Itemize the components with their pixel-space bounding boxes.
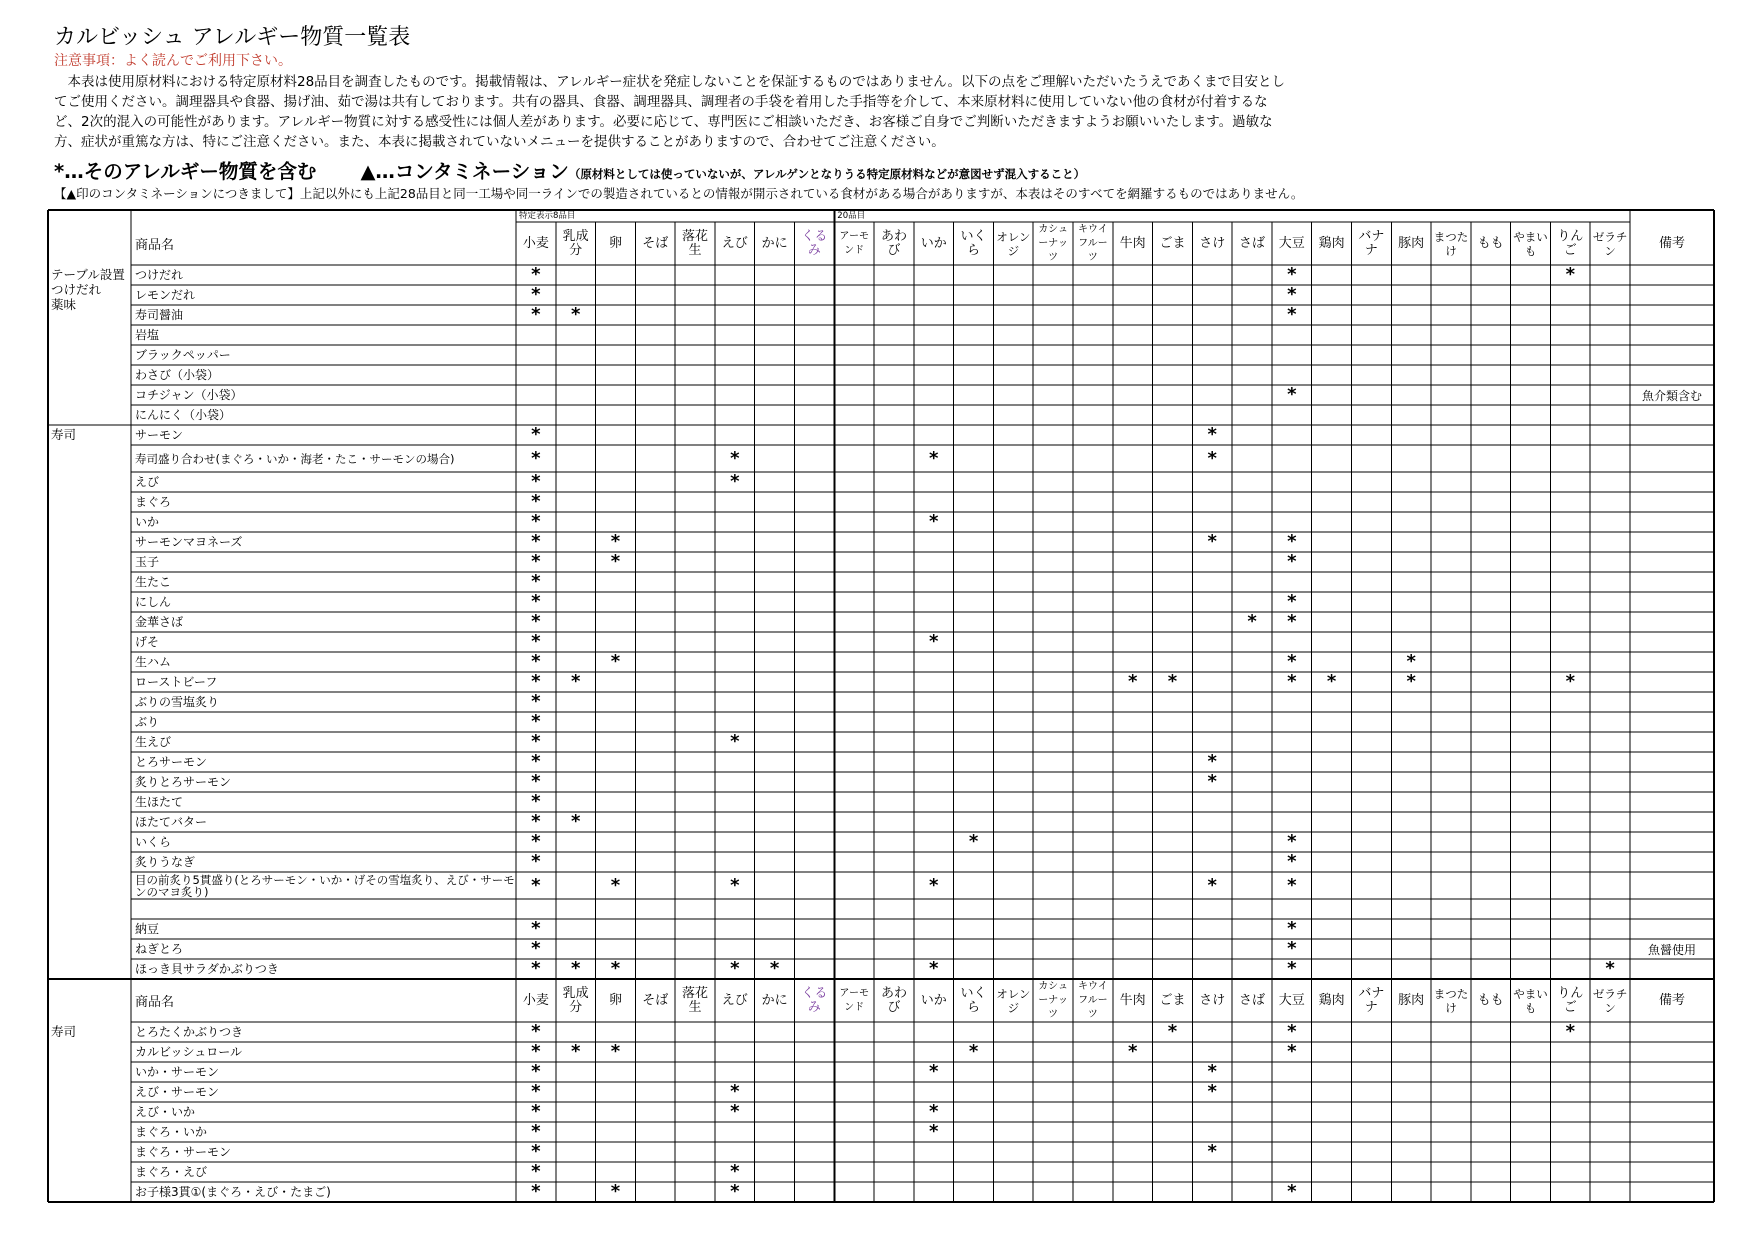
- allergen-header: りんご: [1557, 228, 1584, 258]
- allergen-header: バナナ: [1358, 228, 1385, 258]
- product-name-header: 商品名: [135, 238, 175, 253]
- allergen-mark: *: [1287, 552, 1297, 572]
- allergen-mark: *: [1247, 612, 1257, 632]
- allergen-mark: *: [1287, 874, 1297, 896]
- page-title: カルビッシュ アレルギー物質一覧表: [54, 25, 411, 50]
- product-name: 寿司醤油: [135, 307, 184, 322]
- allergen-mark: *: [1406, 672, 1416, 692]
- allergen-header: 大豆: [1278, 992, 1305, 1008]
- allergen-header: やまいも: [1513, 986, 1548, 1015]
- product-name: いか: [135, 514, 160, 529]
- allergen-mark: *: [968, 1042, 979, 1062]
- allergen-mark: *: [531, 672, 541, 692]
- allergen-header: ごま: [1159, 992, 1186, 1008]
- product-name: いくら: [135, 834, 172, 849]
- allergen-header: ゼラチン: [1592, 986, 1628, 1015]
- product-name: まぐろ・サーモン: [135, 1144, 232, 1159]
- allergen-mark: *: [531, 552, 541, 572]
- allergen-header: 落花生: [682, 985, 709, 1015]
- allergen-mark: *: [968, 832, 979, 852]
- allergen-mark: *: [1207, 772, 1217, 792]
- allergen-mark: *: [1207, 1082, 1217, 1102]
- product-name: 納豆: [135, 921, 160, 936]
- product-name: サーモンマヨネーズ: [135, 534, 243, 549]
- allergen-header: キウイフルーツ: [1078, 980, 1108, 1020]
- remarks-header: 備考: [1658, 235, 1685, 251]
- allergen-mark: *: [531, 852, 541, 872]
- allergen-header: カシューナッツ: [1038, 980, 1068, 1020]
- allergen-mark: *: [730, 1082, 740, 1102]
- product-name: にんにく（小袋）: [135, 407, 232, 422]
- allergen-header: 乳成分: [562, 985, 589, 1015]
- allergen-mark: *: [730, 732, 740, 752]
- allergen-mark: *: [531, 792, 541, 812]
- allergen-mark: *: [1565, 1022, 1576, 1042]
- product-name: ほっき貝サラダかぶりつき: [135, 961, 279, 976]
- product-name: とろサーモン: [135, 754, 208, 769]
- product-name: 金華さば: [135, 614, 184, 629]
- intro-line: 方、症状が重篤な方は、特にご注意ください。また、本表に掲載されていないメニューを提供することがありますので、合わせてご注意ください。: [54, 134, 945, 150]
- allergen-mark: *: [531, 1142, 541, 1162]
- allergen-mark: *: [1287, 1022, 1297, 1042]
- product-name: とろたくかぶりつき: [135, 1024, 244, 1039]
- menu-category-label: 寿司: [51, 1024, 77, 1039]
- allergen-mark: *: [730, 1102, 740, 1122]
- product-name: げそ: [135, 634, 160, 649]
- legend-contamination-note: （原材料としては使っていないが、アレルゲンとなりうる特定原材料などが意図せず混入すること）: [568, 167, 1086, 181]
- allergen-mark: *: [1287, 919, 1297, 939]
- allergen-mark: *: [531, 1182, 541, 1202]
- menu-category-label: テーブル設置 つけだれ 薬味: [51, 267, 125, 312]
- allergen-header: さけ: [1199, 235, 1226, 251]
- allergen-mark: *: [610, 1042, 621, 1062]
- allergen-mark: *: [730, 1182, 740, 1202]
- allergen-mark: *: [1287, 939, 1297, 959]
- product-name: わさび（小袋）: [135, 367, 220, 382]
- allergen-header: 大豆: [1278, 235, 1305, 251]
- allergen-mark: *: [1287, 592, 1297, 612]
- product-name: 寿司盛り合わせ(まぐろ・いか・海老・たこ・サーモンの場合): [135, 451, 455, 466]
- allergen-mark: *: [531, 712, 541, 732]
- allergen-mark: *: [730, 472, 740, 492]
- allergen-mark: *: [531, 612, 541, 632]
- allergen-header: さば: [1239, 235, 1266, 251]
- product-name: ぶり: [135, 714, 160, 729]
- allergen-header: そば: [642, 235, 669, 251]
- allergen-mark: *: [1207, 532, 1217, 552]
- allergen-mark: *: [1287, 265, 1297, 285]
- allergen-header: いか: [920, 992, 947, 1008]
- allergen-mark: *: [929, 1062, 939, 1082]
- allergen-header: えび: [721, 235, 748, 251]
- product-name: コチジャン（小袋）: [135, 387, 243, 402]
- allergen-mark: *: [1565, 265, 1576, 285]
- product-name: まぐろ・えび: [135, 1164, 208, 1179]
- product-name: ブラックペッパー: [135, 347, 231, 362]
- allergen-header: 小麦: [522, 992, 549, 1008]
- allergen-mark: *: [531, 305, 541, 325]
- allergen-header: あわび: [880, 228, 907, 258]
- allergen-mark: *: [1167, 672, 1178, 692]
- product-name: えび・いか: [135, 1104, 196, 1119]
- product-name: いか・サーモン: [135, 1064, 220, 1079]
- allergen-mark: *: [769, 959, 780, 979]
- allergen-mark: *: [531, 752, 541, 772]
- allergen-header: ゼラチン: [1592, 229, 1628, 258]
- product-name: 生ハム: [135, 654, 172, 669]
- menu-category-label: 寿司: [51, 427, 77, 442]
- allergen-mark: *: [1287, 1182, 1297, 1202]
- allergen-mark: *: [1287, 285, 1297, 305]
- product-name: 生ほたて: [135, 794, 184, 809]
- allergen-mark: *: [1287, 652, 1297, 672]
- allergen-mark: *: [531, 874, 541, 896]
- product-name: サーモン: [135, 427, 184, 442]
- allergen-mark: *: [531, 1102, 541, 1122]
- allergen-mark: *: [1287, 1042, 1297, 1062]
- allergen-header: いくら: [960, 228, 987, 258]
- product-name: ぶりの雪塩炙り: [135, 694, 220, 709]
- allergen-header: アーモンド: [839, 987, 870, 1013]
- product-name: [131, 899, 516, 919]
- allergen-header: 豚肉: [1398, 992, 1425, 1008]
- allergen-mark: *: [1207, 1062, 1217, 1082]
- allergen-mark: *: [929, 512, 939, 532]
- allergen-mark: *: [730, 874, 740, 896]
- allergen-mark: *: [570, 305, 581, 325]
- contamination-note: 【▲印のコンタミネーションにつきまして】上記以外にも上記28品目と同一工場や同一ラインでの製造されているとの情報が開示されている食材がある場合がありますが、本表はそのすべてを網羅するものではありません。: [54, 186, 1304, 201]
- product-name: えび: [135, 474, 160, 489]
- product-name-header: 商品名: [135, 995, 175, 1010]
- allergen-header: 落花生: [682, 228, 709, 258]
- allergen-mark: *: [1207, 1142, 1217, 1162]
- allergen-mark: *: [1167, 1022, 1178, 1042]
- allergen-mark: *: [531, 472, 541, 492]
- allergen-header: オレンジ: [996, 229, 1031, 258]
- allergen-mark: *: [531, 492, 541, 512]
- product-name: 生たこ: [135, 574, 172, 589]
- allergen-mark: *: [1207, 425, 1217, 445]
- allergen-mark: *: [1287, 852, 1297, 872]
- allergen-mark: *: [1287, 672, 1297, 692]
- allergen-header: まつたけ: [1433, 986, 1469, 1015]
- allergen-mark: *: [531, 732, 541, 752]
- section-label-recommended: 20品目: [837, 211, 866, 221]
- product-name: にしん: [135, 594, 172, 609]
- allergen-mark: *: [1207, 874, 1217, 896]
- allergen-mark: *: [531, 265, 541, 285]
- allergen-mark: *: [531, 812, 541, 832]
- product-name: ねぎとろ: [135, 941, 184, 956]
- allergen-mark: *: [610, 652, 621, 672]
- allergen-mark: *: [1605, 959, 1615, 979]
- allergen-header: くるみ: [801, 228, 828, 258]
- allergen-mark: *: [531, 447, 541, 469]
- allergen-header: かに: [761, 992, 788, 1008]
- product-name: レモンだれ: [135, 287, 196, 302]
- intro-line: ど、2次的混入の可能性があります。アレルギー物質に対する感受性には個人差があります。必要に応じて、専門医にご相談いただき、お客様ご自身でご判断いただきますようお願いいたします。過敏な: [54, 114, 1273, 130]
- allergen-header: 乳成分: [562, 228, 589, 258]
- allergen-mark: *: [929, 447, 939, 469]
- allergen-header: そば: [642, 992, 669, 1008]
- allergen-mark: *: [730, 447, 740, 469]
- intro-line: 本表は使用原材料における特定原材料28品目を調査したものです。掲載情報は、アレルギー症状を発症しないことを保証するものではありません。以下の点をご理解いただいたうえであくまで目安とし: [54, 74, 1286, 90]
- legend-contamination: ▲…コンタミネーション: [360, 160, 569, 183]
- product-name: カルビッシュロール: [135, 1044, 243, 1059]
- allergen-mark: *: [1287, 959, 1297, 979]
- allergen-mark: *: [531, 652, 541, 672]
- allergen-header: まつたけ: [1433, 229, 1469, 258]
- caution-heading: 注意事項：よく読んでご利用下さい。: [54, 53, 292, 69]
- remarks-header: 備考: [1658, 992, 1685, 1008]
- allergen-mark: *: [1127, 672, 1138, 692]
- allergen-mark: *: [531, 939, 541, 959]
- section-label-specified: 特定表示8品目: [519, 211, 576, 221]
- allergen-header: ごま: [1159, 235, 1186, 251]
- product-name: ほたてバター: [135, 814, 208, 829]
- allergen-mark: *: [1287, 612, 1297, 632]
- product-name: えび・サーモン: [135, 1084, 220, 1099]
- allergen-header: かに: [761, 235, 788, 251]
- allergen-mark: *: [570, 1042, 581, 1062]
- allergen-mark: *: [929, 959, 939, 979]
- product-name: 目の前炙り5貫盛り(とろサーモン・いか・げその雪塩炙り、えび・サーモンのマヨ炙り): [135, 872, 515, 899]
- allergen-mark: *: [570, 812, 581, 832]
- allergen-header: えび: [721, 992, 748, 1008]
- allergen-header: いくら: [960, 985, 987, 1015]
- allergen-mark: *: [531, 1062, 541, 1082]
- product-name: まぐろ: [135, 494, 172, 509]
- product-name: 炙りうなぎ: [135, 854, 196, 869]
- product-name: 炙りとろサーモン: [135, 774, 232, 789]
- allergen-mark: *: [531, 425, 541, 445]
- allergen-mark: *: [531, 572, 541, 592]
- allergen-header: アーモンド: [839, 230, 870, 256]
- allergen-mark: *: [531, 1122, 541, 1142]
- product-name: まぐろ・いか: [135, 1124, 208, 1139]
- allergen-mark: *: [531, 592, 541, 612]
- allergen-mark: *: [1565, 672, 1576, 692]
- allergen-mark: *: [610, 874, 621, 896]
- allergen-mark: *: [570, 959, 581, 979]
- allergen-mark: *: [610, 959, 621, 979]
- allergen-mark: *: [531, 959, 541, 979]
- remarks-cell: 魚醤使用: [1647, 942, 1696, 957]
- allergen-header: くるみ: [801, 985, 828, 1015]
- allergen-mark: *: [1207, 752, 1217, 772]
- allergen-mark: *: [1207, 447, 1217, 469]
- allergen-mark: *: [730, 1162, 740, 1182]
- allergen-header: 牛肉: [1119, 235, 1146, 251]
- allergen-header: 小麦: [522, 235, 549, 251]
- intro-line: てご使用ください。調理器具や食器、揚げ油、茹で湯は共有しております。共有の器具、食器、調理器具、調理者の手袋を着用した手指等を介して、本来原材料に使用していない他の食材が付着するな: [54, 94, 1268, 110]
- allergen-mark: *: [531, 285, 541, 305]
- allergen-header: あわび: [880, 985, 907, 1015]
- allergen-mark: *: [1326, 672, 1337, 692]
- allergen-header: いか: [920, 235, 947, 251]
- allergen-header: 牛肉: [1119, 992, 1146, 1008]
- allergen-header: 卵: [608, 992, 622, 1008]
- allergen-mark: *: [929, 632, 939, 652]
- allergen-mark: *: [1406, 652, 1416, 672]
- allergen-mark: *: [531, 832, 541, 852]
- allergen-mark: *: [531, 532, 541, 552]
- allergen-mark: *: [929, 1122, 939, 1142]
- product-name: ローストビーフ: [135, 674, 218, 689]
- allergen-mark: *: [531, 1082, 541, 1102]
- allergen-header: 豚肉: [1398, 235, 1425, 251]
- allergen-header: さば: [1239, 992, 1266, 1008]
- allergen-header: 鶏肉: [1318, 992, 1345, 1008]
- product-name: 玉子: [135, 554, 160, 569]
- allergen-mark: *: [610, 1182, 621, 1202]
- allergen-mark: *: [1287, 385, 1297, 405]
- allergen-mark: *: [531, 1022, 541, 1042]
- allergen-mark: *: [1127, 1042, 1138, 1062]
- allergen-mark: *: [1287, 532, 1297, 552]
- product-name: 生えび: [135, 734, 172, 749]
- allergen-mark: *: [531, 772, 541, 792]
- allergen-mark: *: [929, 1102, 939, 1122]
- allergen-mark: *: [610, 552, 621, 572]
- allergen-mark: *: [929, 874, 939, 896]
- legend-contains: *…そのアレルギー物質を含む: [54, 160, 317, 183]
- allergen-header: りんご: [1557, 985, 1584, 1015]
- allergen-header: 卵: [608, 235, 622, 251]
- allergen-mark: *: [1287, 305, 1297, 325]
- allergen-header: カシューナッツ: [1038, 223, 1068, 263]
- allergen-mark: *: [1287, 832, 1297, 852]
- allergen-mark: *: [531, 632, 541, 652]
- allergen-header: もも: [1477, 992, 1504, 1008]
- allergen-header: やまいも: [1513, 229, 1548, 258]
- allergen-mark: *: [531, 1162, 541, 1182]
- allergen-mark: *: [531, 692, 541, 712]
- allergen-header: 鶏肉: [1318, 235, 1345, 251]
- allergen-mark: *: [570, 672, 581, 692]
- allergen-header: もも: [1477, 235, 1504, 251]
- allergen-header: キウイフルーツ: [1078, 223, 1108, 263]
- allergen-header: オレンジ: [996, 986, 1031, 1015]
- allergen-mark: *: [531, 919, 541, 939]
- allergen-mark: *: [610, 532, 621, 552]
- allergen-mark: *: [531, 512, 541, 532]
- product-name: つけだれ: [135, 267, 184, 282]
- product-name: お子様3貫①(まぐろ・えび・たまご): [135, 1184, 331, 1199]
- allergen-header: さけ: [1199, 992, 1226, 1008]
- allergen-header: バナナ: [1358, 985, 1385, 1015]
- allergen-mark: *: [531, 1042, 541, 1062]
- allergen-mark: *: [730, 959, 740, 979]
- remarks-cell: 魚介類含む: [1641, 388, 1702, 403]
- product-name: 岩塩: [135, 327, 160, 342]
